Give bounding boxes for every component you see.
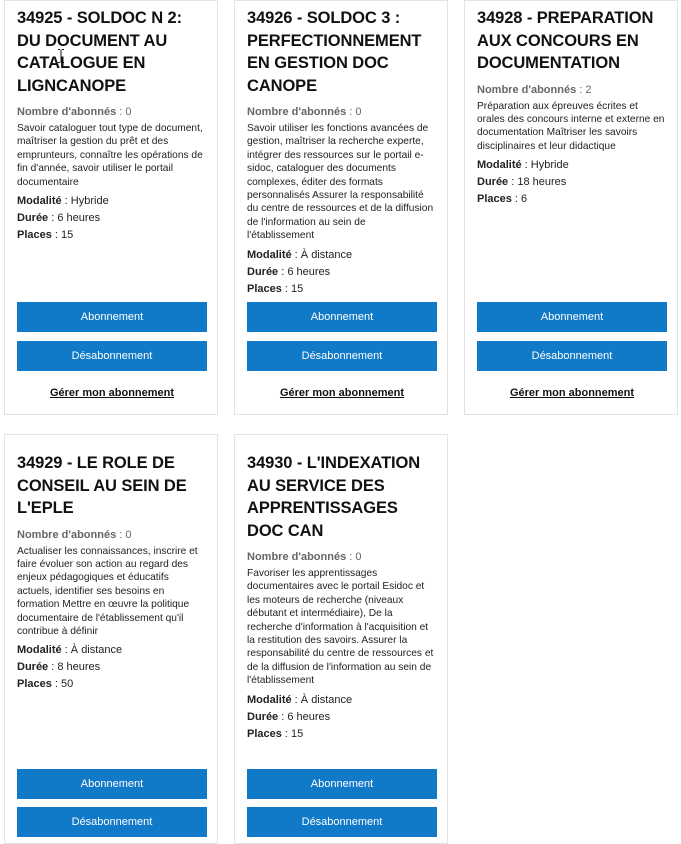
seats-label: Places — [17, 229, 52, 242]
duration-value: 8 heures — [57, 661, 101, 674]
seats-row: Places : 6 — [477, 193, 528, 206]
subscriber-value: 2 — [585, 83, 592, 96]
subscriber-label: Nombre d'abonnés — [247, 106, 347, 118]
subscribe-button[interactable]: Abonnement — [247, 769, 437, 799]
subscriber-value: 0 — [355, 551, 362, 563]
subscribe-button[interactable]: Abonnement — [17, 302, 207, 332]
text-cursor-icon — [58, 49, 64, 63]
modality-value: À distance — [300, 248, 353, 261]
duration-label: Durée — [17, 661, 49, 674]
modality-row: Modalité : À distance — [247, 693, 353, 706]
duration-row: Durée : 6 heures — [247, 265, 331, 278]
unsubscribe-button[interactable]: Désabonnement — [17, 341, 207, 371]
modality-label: Modalité — [247, 248, 292, 261]
manage-subscription-link[interactable]: Gérer mon abonnement — [509, 387, 635, 399]
course-description: Savoir cataloguer tout type de document, maîtriser la gestion du prêt et des emprunteurs, connaître les opérations de fin d'année, savoir utiliser le portail documentaire — [17, 123, 203, 188]
subscribe-button[interactable]: Abonnement — [477, 302, 667, 332]
modality-value: À distance — [70, 644, 123, 657]
manage-subscription-link[interactable]: Gérer mon abonnement — [49, 387, 175, 399]
duration-value: 6 heures — [287, 265, 331, 278]
seats-label: Places — [247, 282, 282, 295]
unsubscribe-button[interactable]: Désabonnement — [247, 341, 437, 371]
subscriber-count: Nombre d'abonnés : 0 — [17, 528, 132, 541]
modality-label: Modalité — [247, 693, 292, 706]
course-card — [4, 434, 218, 844]
modality-label: Modalité — [17, 195, 62, 208]
duration-label: Durée — [17, 212, 49, 225]
modality-label: Modalité — [477, 159, 522, 172]
course-title: 34925 - SOLDOC N 2: DU DOCUMENT AU CATALOGUE EN LIGNCANOPE — [17, 9, 182, 95]
seats-label: Places — [247, 727, 282, 740]
duration-row: Durée : 8 heures — [17, 661, 101, 674]
seats-row: Places : 15 — [247, 282, 304, 295]
modality-label: Modalité — [17, 644, 62, 657]
duration-row: Durée : 6 heures — [247, 710, 331, 723]
course-title: 34930 - L'INDEXATION AU SERVICE DES APPRENTISSAGES DOC CAN — [247, 454, 421, 540]
seats-row: Places : 15 — [247, 727, 304, 740]
subscribe-button[interactable]: Abonnement — [247, 302, 437, 332]
course-title: 34926 - SOLDOC 3 : PERFECTIONNEMENT EN GESTION DOC CANOPE — [247, 9, 422, 95]
duration-row: Durée : 6 heures — [17, 212, 101, 225]
course-description: Actualiser les connaissances, inscrire et faire évoluer son action au regard des enjeux pédagogiques et éducatifs actuels, identifier ses besoins en formation Mettre en œuvre la politique documentaire de l'établissement qu'il contribue à définir — [17, 545, 198, 637]
course-description: Favoriser les apprentissages documentaires avec le portail Esidoc et les moteurs de recherche (niveaux débutant et intermédiaire), De la recherche d'information à l'acquisition et la restitution des savoirs. Assurer la responsabilité du centre de ressources et de la diffusion de l'information au sein de l'établissement — [247, 568, 434, 687]
duration-label: Durée — [477, 176, 509, 189]
seats-value: 15 — [291, 727, 304, 740]
modality-value: Hybride — [530, 159, 569, 172]
duration-label: Durée — [247, 265, 279, 278]
unsubscribe-button[interactable]: Désabonnement — [247, 807, 437, 837]
subscriber-count: Nombre d'abonnés : 0 — [247, 106, 362, 118]
unsubscribe-button[interactable]: Désabonnement — [477, 341, 667, 371]
subscribe-button[interactable]: Abonnement — [17, 769, 207, 799]
seats-label: Places — [477, 193, 512, 206]
subscriber-value: 0 — [355, 106, 362, 118]
subscriber-value: 0 — [125, 528, 132, 541]
course-card — [234, 434, 448, 844]
duration-value: 6 heures — [57, 212, 101, 225]
seats-label: Places — [17, 678, 52, 691]
subscriber-count: Nombre d'abonnés : 2 — [477, 83, 592, 96]
course-description: Savoir utiliser les fonctions avancées de gestion, maîtriser la recherche experte, intégrer des ressources sur le portail e-sidoc, cataloguer des documents complexes, éditer des formats personnalisés Assurer la responsabilité du centre de ressources et de la diffusion de l'information au sein de l'établissement — [247, 123, 434, 242]
modality-value: À distance — [300, 693, 353, 706]
subscriber-count: Nombre d'abonnés : 0 — [17, 106, 132, 118]
course-title: 34928 - PREPARATION AUX CONCOURS EN DOCUMENTATION — [477, 9, 654, 72]
modality-row: Modalité : Hybride — [17, 195, 109, 208]
subscriber-label: Nombre d'abonnés — [17, 528, 117, 541]
modality-row: Modalité : Hybride — [477, 159, 569, 172]
subscriber-label: Nombre d'abonnés — [477, 83, 577, 96]
seats-row: Places : 50 — [17, 678, 74, 691]
seats-value: 15 — [61, 229, 74, 242]
duration-row: Durée : 18 heures — [477, 176, 567, 189]
modality-row: Modalité : À distance — [247, 248, 353, 261]
subscriber-label: Nombre d'abonnés — [247, 551, 347, 563]
seats-value: 50 — [61, 678, 74, 691]
seats-value: 15 — [291, 282, 304, 295]
course-card — [234, 0, 448, 415]
modality-value: Hybride — [70, 195, 109, 208]
subscriber-label: Nombre d'abonnés — [17, 106, 117, 118]
subscriber-value: 0 — [125, 106, 132, 118]
subscriber-count: Nombre d'abonnés : 0 — [247, 551, 362, 563]
course-title: 34929 - LE ROLE DE CONSEIL AU SEIN DE L'EPLE — [17, 454, 187, 517]
course-card — [4, 0, 218, 415]
course-card — [464, 0, 678, 415]
duration-value: 6 heures — [287, 710, 331, 723]
seats-value: 6 — [521, 193, 528, 206]
seats-row: Places : 15 — [17, 229, 74, 242]
duration-label: Durée — [247, 710, 279, 723]
duration-value: 18 heures — [517, 176, 567, 189]
course-description: Préparation aux épreuves écrites et orales des concours interne et externe en documentation Maîtriser les savoirs disciplinaires et leur didactique — [477, 100, 665, 152]
manage-subscription-link[interactable]: Gérer mon abonnement — [279, 387, 405, 399]
unsubscribe-button[interactable]: Désabonnement — [17, 807, 207, 837]
modality-row: Modalité : À distance — [17, 644, 123, 657]
